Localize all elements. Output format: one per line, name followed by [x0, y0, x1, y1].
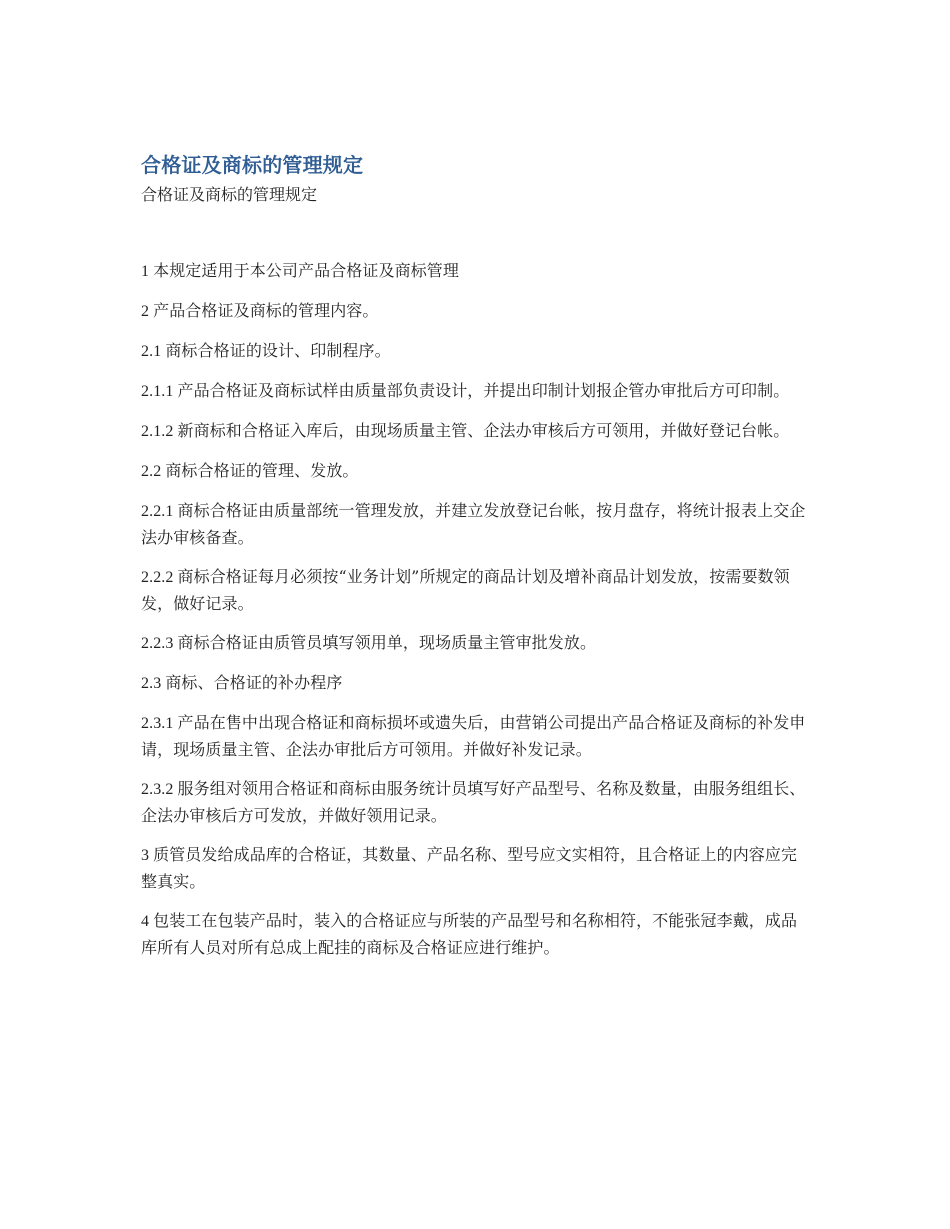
paragraph-number: 2.3.1 — [141, 715, 174, 732]
paragraph-text: 商标合格证由质管员填写领用单，现场质量主管审批发放。 — [177, 633, 597, 652]
paragraph-text: 新商标和合格证入库后，由现场质量主管、企法办审核后方可领用，并做好登记台帐。 — [177, 421, 790, 440]
paragraph-text: 商标合格证的管理、发放。 — [165, 461, 359, 480]
document-body — [141, 258, 811, 961]
paragraph-number: 2.2.2 — [141, 569, 174, 586]
paragraph-3 — [141, 842, 811, 895]
paragraph-2-1 — [141, 338, 811, 365]
paragraph-text: 商标、合格证的补办程序 — [165, 673, 343, 692]
paragraph-2-2 — [141, 458, 811, 485]
paragraph-number: 2.2 — [141, 463, 162, 480]
paragraph-2-3 — [141, 670, 811, 697]
paragraph-number: 2.2.1 — [141, 503, 174, 520]
paragraph-text: 商标合格证的设计、印制程序。 — [165, 341, 391, 360]
paragraph-text: 商标合格证由质量部统一管理发放，并建立发放登记台帐，按月盘存，将统计报表上交企法办审核备查。 — [141, 501, 806, 547]
paragraph-number: 2 — [141, 303, 150, 320]
paragraph-1 — [141, 258, 811, 285]
paragraph-number: 4 — [141, 913, 150, 930]
paragraph-text: 包装工在包装产品时，装入的合格证应与所装的产品型号和名称相符，不能张冠李戴，成品库所有人员对所有总成上配挂的商标及合格证应进行维护。 — [141, 911, 798, 957]
paragraph-2-3-1 — [141, 710, 811, 763]
paragraph-text: 产品在售中出现合格证和商标损坏或遗失后，由营销公司提出产品合格证及商标的补发申请，现场质量主管、企法办审批后方可领用。并做好补发记录。 — [141, 713, 806, 759]
paragraph-number: 1 — [141, 263, 150, 280]
document-subtitle: 合格证及商标的管理规定 — [141, 185, 318, 204]
paragraph-number: 2.1 — [141, 343, 162, 360]
document-content — [141, 150, 811, 974]
paragraph-4 — [141, 908, 811, 961]
paragraph-text: 本规定适用于本公司产品合格证及商标管理 — [153, 261, 460, 280]
paragraph-2-1-1 — [141, 378, 811, 405]
paragraph-2-1-2 — [141, 418, 811, 445]
paragraph-text: 产品合格证及商标试样由质量部负责设计，并提出印制计划报企管办审批后方可印制。 — [177, 381, 790, 400]
paragraph-number: 2.1.1 — [141, 383, 174, 400]
paragraph-text: 质管员发给成品库的合格证，其数量、产品名称、型号应文实相符，且合格证上的内容应完整真实。 — [141, 845, 798, 891]
paragraph-2-2-2 — [141, 564, 811, 617]
paragraph-2-2-3 — [141, 630, 811, 657]
paragraph-text: 商标合格证每月必须按“业务计划”所规定的商品计划及增补商品计划发放，按需要数领发，做好记录。 — [141, 567, 790, 613]
paragraph-2-2-1 — [141, 498, 811, 551]
paragraph-2 — [141, 298, 811, 325]
paragraph-text: 服务组对领用合格证和商标由服务统计员填写好产品型号、名称及数量，由服务组组长、企法办审核后方可发放，并做好领用记录。 — [141, 779, 806, 825]
paragraph-number: 2.1.2 — [141, 423, 174, 440]
paragraph-number: 2.2.3 — [141, 635, 174, 652]
document-title: 合格证及商标的管理规定 — [141, 153, 364, 177]
paragraph-number: 2.3.2 — [141, 781, 174, 798]
paragraph-number: 2.3 — [141, 675, 162, 692]
paragraph-2-3-2 — [141, 776, 811, 829]
paragraph-text: 产品合格证及商标的管理内容。 — [153, 301, 379, 320]
paragraph-number: 3 — [141, 847, 150, 864]
